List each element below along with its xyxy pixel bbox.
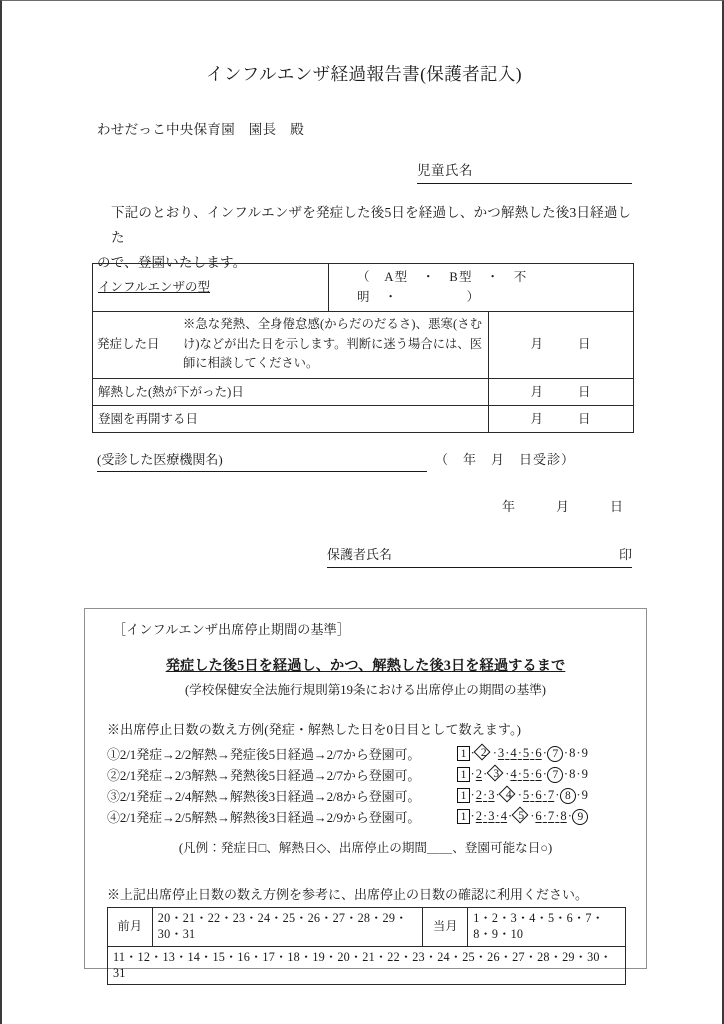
fever-down-label: 解熱した(熱が下がった)日 bbox=[93, 378, 489, 405]
intro-line-1: 下記のとおり、インフルエンザを発症した後5日を経過し、かつ解熱した後3日経過した bbox=[111, 205, 632, 245]
day-separator-dot: · bbox=[563, 767, 569, 781]
day-separator-dot: · bbox=[517, 746, 522, 760]
day-marker-under: 3 bbox=[488, 788, 495, 802]
day-marker-under: 3 bbox=[488, 809, 495, 823]
day-marker-circle: 8 bbox=[560, 788, 576, 804]
day-marker-under: 4 bbox=[510, 746, 517, 760]
day-marker-under: 6 bbox=[535, 788, 542, 802]
clinic-row bbox=[97, 449, 575, 472]
table-row-type bbox=[93, 264, 634, 312]
example-text: ②2/1発症→2/3解熱→発熱後5日経過→2/7から登園可。 bbox=[107, 768, 421, 783]
return-day-label: 登園を再開する日 bbox=[93, 405, 489, 432]
day-marker-under: 5 bbox=[522, 788, 530, 802]
day-marker-under: 2 bbox=[475, 809, 482, 823]
example-text: ③2/1発症→2/4解熱→解熱後3日経過→2/8から登園可。 bbox=[107, 789, 421, 804]
influenza-type-choices[interactable]: （ A型 ・ B型 ・ 不明 ・ ） bbox=[329, 264, 634, 312]
day-separator-dot: · bbox=[555, 809, 560, 823]
month-unit: 月 bbox=[556, 499, 571, 514]
day-marker-diamond: 5 bbox=[513, 808, 530, 825]
day-separator-dot: · bbox=[542, 767, 547, 781]
day-marker-box: 1 bbox=[457, 809, 470, 824]
return-day-unit: 日 bbox=[578, 411, 592, 426]
day-separator-dot: · bbox=[505, 767, 510, 781]
day-separator-dot: · bbox=[530, 809, 535, 823]
example-row bbox=[107, 743, 632, 764]
day-separator-dot: · bbox=[505, 746, 510, 760]
onset-day-unit: 日 bbox=[578, 337, 592, 352]
example-text: ④2/1発症→2/5解熱→解熱後3日経過→2/9から登園可。 bbox=[107, 810, 421, 825]
prev-month-days[interactable]: 20・21・22・23・24・25・26・27・28・29・30・31 bbox=[152, 908, 423, 947]
day-marker-under: 6 bbox=[535, 767, 542, 781]
day-marker-plain: 8 bbox=[569, 746, 576, 760]
onset-month-unit: 月 bbox=[530, 337, 544, 352]
day-separator-dot: · bbox=[576, 788, 581, 802]
legend-text: (凡例：発症日□、解熱日◇、出席停止の期間＿＿、登園可能な日○) bbox=[178, 841, 553, 855]
day-separator-dot: · bbox=[492, 746, 497, 760]
table-row-fever-down bbox=[93, 378, 634, 405]
day-marker-box: 1 bbox=[457, 746, 470, 761]
day-separator-dot: · bbox=[508, 809, 513, 823]
day-separator-dot: · bbox=[563, 746, 569, 760]
day-separator-dot: · bbox=[483, 809, 488, 823]
return-date-input[interactable] bbox=[489, 405, 634, 432]
day-marker-under: 3 bbox=[497, 746, 505, 760]
table-row-onset bbox=[93, 311, 634, 378]
clinic-visit-date[interactable]: （ 年 月 日受診） bbox=[435, 452, 576, 467]
day-marker-under: 5 bbox=[522, 767, 530, 781]
day-separator-dot: · bbox=[530, 746, 535, 760]
day-separator-dot: · bbox=[530, 767, 535, 781]
influenza-type-label: インフルエンザの型 bbox=[93, 264, 329, 312]
page-title: インフルエンザ経過報告書(保護者記入) bbox=[205, 64, 523, 84]
day-marker-plain: 8 bbox=[569, 767, 576, 781]
example-day-sequence bbox=[457, 808, 632, 825]
day-separator-dot: · bbox=[470, 809, 475, 823]
day-marker-plain: 9 bbox=[581, 767, 588, 781]
fever-down-day-unit: 日 bbox=[578, 384, 592, 399]
calendar-table bbox=[107, 907, 626, 985]
calendar-note: ※上記出席停止日数の数え方例を参考に、出席停止の日数の確認に利用ください。 bbox=[107, 887, 589, 902]
example-day-sequence bbox=[457, 766, 632, 783]
return-month-unit: 月 bbox=[530, 411, 544, 426]
clinic-name-label: (受診した医療機関名) bbox=[97, 452, 223, 467]
current-month-days-row2[interactable]: 11・12・13・14・15・16・17・18・19・20・21・22・23・24・25・26・27・28・29・30・31 bbox=[108, 946, 626, 985]
day-separator-dot: · bbox=[555, 788, 560, 802]
day-separator-dot: · bbox=[470, 746, 475, 760]
table-row-return bbox=[93, 405, 634, 432]
day-marker-under: 2 bbox=[475, 788, 482, 802]
day-marker-circle: 9 bbox=[572, 809, 588, 825]
day-marker-under: 4 bbox=[500, 809, 507, 823]
day-separator-dot: · bbox=[530, 788, 535, 802]
day-separator-dot: · bbox=[567, 809, 572, 823]
examples-list bbox=[107, 743, 632, 827]
fever-down-month-unit: 月 bbox=[530, 384, 544, 399]
day-separator-dot: · bbox=[495, 809, 500, 823]
current-month-days-row1[interactable]: 1・2・3・4・5・6・7・8・9・10 bbox=[468, 908, 626, 947]
onset-date-input[interactable] bbox=[489, 311, 634, 378]
day-separator-dot: · bbox=[470, 788, 475, 802]
day-separator-dot: · bbox=[495, 788, 500, 802]
day-separator-dot: · bbox=[576, 746, 581, 760]
current-month-label: 当月 bbox=[423, 908, 468, 947]
day-marker-under: 6 bbox=[535, 746, 542, 760]
fever-down-date-input[interactable] bbox=[489, 378, 634, 405]
example-row bbox=[107, 806, 632, 827]
day-separator-dot: · bbox=[576, 767, 581, 781]
year-unit: 年 bbox=[502, 499, 517, 514]
reference-rule: 発症した後5日を経過し、かつ、解熱した後3日を経過するまで bbox=[165, 658, 566, 674]
day-unit: 日 bbox=[610, 499, 625, 514]
prev-month-label: 前月 bbox=[108, 908, 153, 947]
day-marker-diamond: 3 bbox=[488, 766, 505, 783]
day-marker-under: 6 bbox=[535, 809, 542, 823]
onset-description-cell bbox=[93, 311, 489, 378]
day-separator-dot: · bbox=[517, 767, 522, 781]
examples-heading: ※出席停止日数の数え方例(発症・解熱した日を0日目として数えます。) bbox=[107, 722, 522, 737]
example-day-sequence bbox=[457, 745, 632, 762]
day-separator-dot: · bbox=[483, 788, 488, 802]
day-separator-dot: · bbox=[483, 767, 488, 781]
legend-line bbox=[85, 837, 646, 856]
child-name-field[interactable] bbox=[417, 159, 632, 184]
reference-rule-subtext: (学校保健安全法施行規則第19条における出席停止の期間の基準) bbox=[184, 683, 546, 697]
example-day-sequence bbox=[457, 787, 632, 804]
day-separator-dot: · bbox=[517, 788, 522, 802]
onset-day-label: 発症した日 bbox=[97, 337, 160, 352]
seal-label: 印 bbox=[618, 547, 632, 562]
calendar-row-1 bbox=[108, 908, 626, 947]
guardian-signature-field[interactable] bbox=[327, 544, 632, 568]
reference-box bbox=[84, 608, 647, 980]
onset-day-note: ※急な発熱、全身倦怠感(からだのだるさ)、悪寒(さむけ)などが出た日を示します。判断に迷う場合には、医師に相談してください。 bbox=[183, 317, 482, 371]
day-marker-plain: 9 bbox=[581, 746, 588, 760]
influenza-record-table bbox=[92, 263, 634, 433]
example-row bbox=[107, 764, 632, 785]
day-marker-under: 4 bbox=[510, 767, 517, 781]
calendar-row-2 bbox=[108, 946, 626, 985]
day-separator-dot: · bbox=[542, 746, 547, 760]
example-text: ①2/1発症→2/2解熱→発症後5日経過→2/7から登園可。 bbox=[107, 747, 421, 762]
guardian-name-label: 保護者氏名 bbox=[327, 547, 393, 562]
day-marker-under: 5 bbox=[522, 746, 530, 760]
day-separator-dot: · bbox=[470, 767, 475, 781]
day-marker-circle: 7 bbox=[547, 767, 563, 783]
day-marker-under: 2 bbox=[475, 767, 482, 781]
day-marker-plain: 9 bbox=[581, 788, 588, 802]
day-marker-under: 8 bbox=[560, 809, 567, 823]
reference-title: ［インフルエンザ出席停止期間の基準］ bbox=[113, 622, 351, 637]
day-marker-under: 7 bbox=[547, 788, 555, 802]
addressee-line: わせだっこ中央保育園 園長 殿 bbox=[97, 122, 304, 137]
day-marker-diamond: 4 bbox=[500, 787, 517, 804]
day-marker-under: 7 bbox=[547, 809, 555, 823]
day-marker-box: 1 bbox=[457, 767, 470, 782]
intro-line-2: ので、登園いたします。 bbox=[97, 254, 247, 270]
child-name-label: 児童氏名 bbox=[417, 163, 473, 178]
clinic-name-field[interactable] bbox=[97, 449, 427, 472]
submission-date-line[interactable] bbox=[502, 496, 624, 515]
day-separator-dot: · bbox=[542, 809, 547, 823]
day-marker-circle: 7 bbox=[547, 746, 563, 762]
example-row bbox=[107, 785, 632, 806]
day-separator-dot: · bbox=[542, 788, 547, 802]
day-marker-diamond: 2 bbox=[475, 745, 492, 762]
day-marker-box: 1 bbox=[457, 788, 470, 803]
